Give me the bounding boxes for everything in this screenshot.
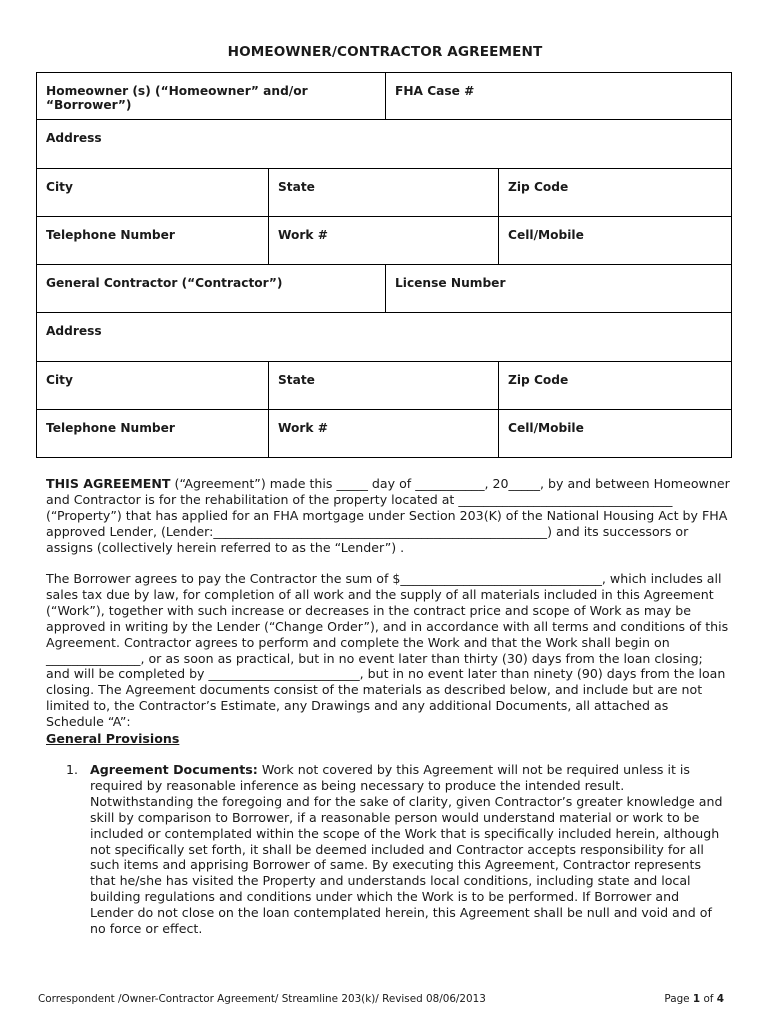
homeowner-label: Homeowner (s) (“Homeowner” and/or “Borrower”) <box>46 84 308 112</box>
homeowner-telephone-field[interactable] <box>37 217 268 264</box>
contractor-row <box>36 265 732 313</box>
homeowner-city-row <box>36 169 732 217</box>
telephone-label: Telephone Number <box>46 228 175 242</box>
contractor-address-field[interactable] <box>37 313 731 361</box>
page-current: 1 <box>692 993 701 1005</box>
agreement-paragraph <box>46 476 730 556</box>
page-total: 4 <box>716 993 724 1005</box>
license-label: License Number <box>395 276 506 290</box>
fha-case-label: FHA Case # <box>395 84 475 98</box>
general-provisions-heading: General Provisions <box>46 731 180 746</box>
contractor-city-field[interactable] <box>37 362 268 409</box>
homeowner-row <box>36 72 732 120</box>
homeowner-address-row <box>36 120 732 169</box>
cell-label: Cell/Mobile <box>508 421 584 435</box>
provision-body: Work not covered by this Agreement will not be required unless it is required by reasonable inference as being necessary to produce the intended result. Notwithstanding the foregoing and for the sake of clarity, given Contractor’s greater knowledge and skill by comparison to Borrower, if a reasonable person would understand material or work to be included or contemplated within the scope of the Work that is specifically included herein, although not specifically set forth, it shall be deemed included and Contractor accepts responsibility for all such items and apprising Borrower of same. By executing this Agreement, Contractor represents that he/she has visited the Property and understands local conditions, including state and local building regulations and conditions under which the Work is to be performed. If Borrower and Lender do not close on the loan contemplated herein, this Agreement shall be null and void and of no force or effect. <box>90 762 723 937</box>
footer-revision: Correspondent /Owner-Contractor Agreement/ Streamline 203(k)/ Revised 08/06/2013 <box>38 993 486 1005</box>
telephone-label: Telephone Number <box>46 421 175 435</box>
contractor-state-field[interactable] <box>268 362 498 409</box>
provision-number: 1. <box>66 762 79 777</box>
work-label: Work # <box>278 421 328 435</box>
homeowner-city-field[interactable] <box>37 169 268 216</box>
contractor-telephone-field[interactable] <box>37 410 268 457</box>
page-word: Page <box>664 993 690 1005</box>
party-info-form <box>36 72 732 458</box>
zip-label: Zip Code <box>508 180 569 194</box>
homeowner-phone-row <box>36 217 732 265</box>
homeowner-address-field[interactable] <box>37 120 731 168</box>
license-field[interactable] <box>385 265 731 312</box>
agreement-lead: THIS AGREEMENT <box>46 476 171 491</box>
contractor-phone-row <box>36 410 732 458</box>
address-label: Address <box>46 324 102 338</box>
contractor-label: General Contractor (“Contractor”) <box>46 276 283 290</box>
homeowner-cell-field[interactable] <box>498 217 731 264</box>
provision-title: Agreement Documents: <box>90 762 258 777</box>
state-label: State <box>278 180 315 194</box>
homeowner-work-field[interactable] <box>268 217 498 264</box>
zip-label: Zip Code <box>508 373 569 387</box>
city-label: City <box>46 180 73 194</box>
work-label: Work # <box>278 228 328 242</box>
contractor-field[interactable] <box>37 265 385 312</box>
state-label: State <box>278 373 315 387</box>
agreement-text: (“Agreement”) made this _____ day of ___________, 20_____, by and between Homeowner and Contractor is for the rehabilitation of the property located at __________________________________ (“Property”) that has applied for an FHA mortgage under Section 203(K) of the National Housing Act by FHA approved Lender, (Lender:_____________________________________________________) and its successors or assigns (collectively herein referred to as the “Lender”) . <box>46 476 730 555</box>
payment-paragraph: The Borrower agrees to pay the Contractor the sum of $________________________________, which includes all sales tax due by law, for completion of all work and the supply of all materials included in this Agreement (“Work”), together with such increase or decreases in the contract price and scope of Work as may be approved in writing by the Lender (“Change Order”), and in accordance with all terms and conditions of this Agreement. Contractor agrees to perform and complete the Work and that the Work shall begin on _______________, or as soon as practical, but in no event later than thirty (30) days from the loan closing; and will be completed by ________________________, but in no event later than ninety (90) days from the loan closing. The Agreement documents consist of the materials as described below, and include but are not limited to, the Contractor’s Estimate, any Drawings and any additional Documents, all attached as Schedule “A”: <box>46 571 729 730</box>
provision-text <box>90 762 726 937</box>
fha-case-field[interactable] <box>385 73 731 119</box>
contractor-work-field[interactable] <box>268 410 498 457</box>
homeowner-zip-field[interactable] <box>498 169 731 216</box>
footer-page-number <box>664 993 724 1005</box>
address-label: Address <box>46 131 102 145</box>
document-title: HOMEOWNER/CONTRACTOR AGREEMENT <box>227 44 543 60</box>
contractor-address-row <box>36 313 732 362</box>
cell-label: Cell/Mobile <box>508 228 584 242</box>
contractor-cell-field[interactable] <box>498 410 731 457</box>
city-label: City <box>46 373 73 387</box>
contractor-city-row <box>36 362 732 410</box>
homeowner-state-field[interactable] <box>268 169 498 216</box>
of-word: of <box>703 993 714 1005</box>
contractor-zip-field[interactable] <box>498 362 731 409</box>
homeowner-field[interactable] <box>37 73 385 119</box>
